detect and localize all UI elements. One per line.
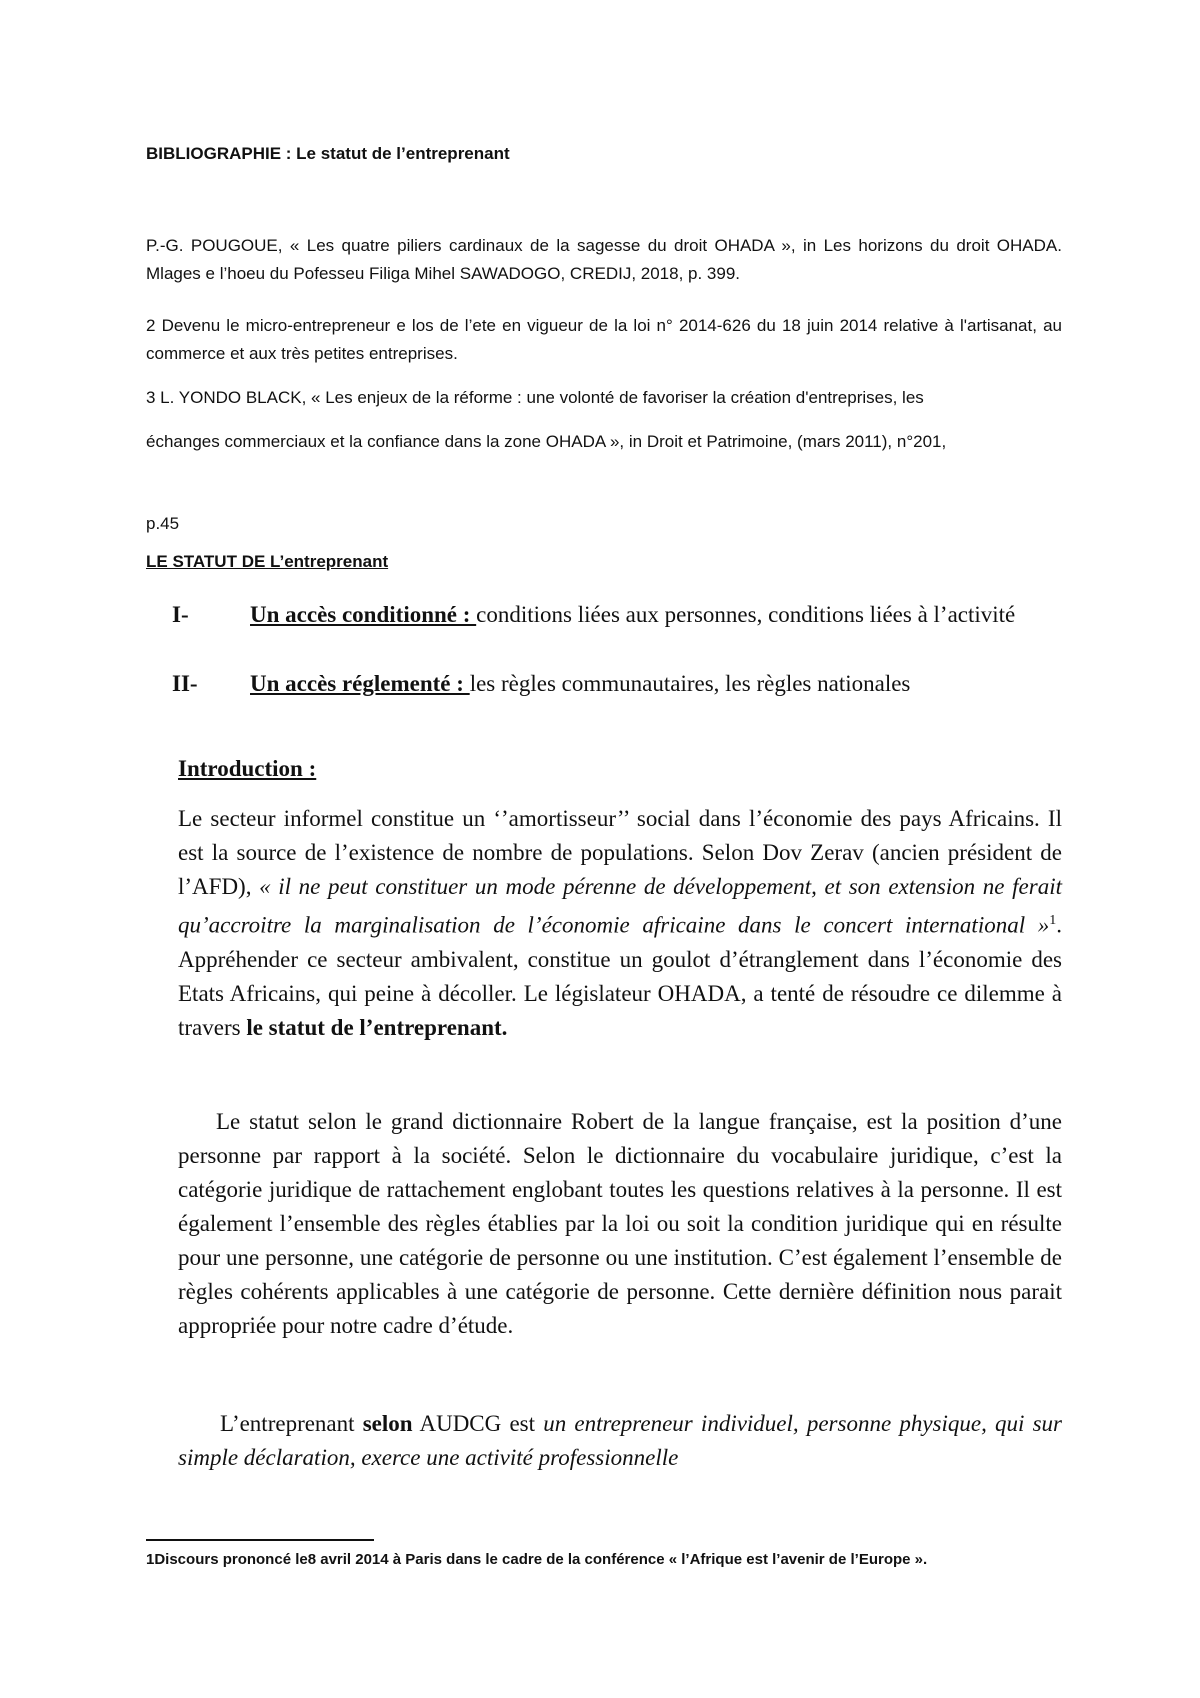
bibliography-entry-3-line-2: échanges commerciaux et la confiance dans la zone OHADA », in Droit et Patrimoine, (mars 2011), n°201,: [146, 432, 947, 451]
footnote-separator: [146, 1539, 374, 1541]
para1-start: Le secteur informel constitue un ‘’amortisseur’’ social dans l’économie des pays Africains. Il est la source de l’existence de nombre de populations. Selon Dov Zerav (ancien président de l’AFD),: [178, 806, 1062, 899]
bibliography-entry-3-line-1: 3 L. YONDO BLACK, « Les enjeux de la réforme : une volonté de favoriser la création d'entreprises, les: [146, 388, 924, 407]
bibliography-entry-2: 2 Devenu le micro-entrepreneur e los de l’ete en vigueur de la loi n° 2014-626 du 18 juin 2014 relative à l'artisanat, au commerce et aux très petites entreprises.: [146, 316, 1062, 363]
introduction-paragraph-2: Le statut selon le grand dictionnaire Robert de la langue française, est la position d’une personne par rapport à la société. Selon le dictionnaire du vocabulaire juridique, c’est la catégorie juridique de rattachement englobant toutes les questions relatives à la personne. Il est également l’ensemble des règles établies par la loi ou soit la condition juridique qui en résulte pour une personne, une catégorie de personne ou une institution. C’est également l’ensemble de règles cohérents applicables à une catégorie de personne. Cette dernière définition nous parait appropriée pour notre cadre d’étude.: [178, 1109, 1062, 1338]
plan-item-1-heading: Un accès conditionné :: [250, 602, 477, 627]
introduction-paragraph-3: [178, 1407, 1062, 1475]
section-title: LE STATUT DE L’entreprenant: [146, 552, 389, 571]
para1-quote: « il ne peut constituer un mode pérenne de développement, et son extension ne ferait qu’accroitre la marginalisation de l’économie africaine dans le concert international »: [178, 874, 1062, 938]
introduction-paragraph-1: [178, 802, 1062, 1045]
bibliography-entry-1: P.-G. POUGOUE, « Les quatre piliers cardinaux de la sagesse du droit OHADA », in Les horizons du droit OHADA. Mlages e l’hoeu du Pofesseu Filiga Mihel SAWADOGO, CREDIJ, 2018, p. 399.: [146, 236, 1062, 283]
plan-item-2-body: les règles communautaires, les règles nationales: [469, 671, 911, 696]
plan-item-1-text: [250, 598, 1062, 632]
introduction-title: Introduction :: [178, 756, 317, 781]
plan-item-2-number: II-: [172, 671, 198, 696]
para1-mid: . Appréhender ce secteur ambivalent, constitue un goulot d’étranglement dans l’économie des Etats Africains, qui peine à décoller. Le législateur OHADA, a tenté de résoudre ce dilemme à travers: [178, 912, 1062, 1040]
plan-item-2-heading: Un accès réglementé :: [250, 671, 470, 696]
footnote-ref: 1: [1049, 913, 1057, 928]
footnote-text: 1Discours prononcé le8 avril 2014 à Paris dans le cadre de la conférence « l’Afrique est l’avenir de l’Europe ».: [146, 1551, 928, 1568]
plan-item-1-number: I-: [172, 602, 189, 627]
para3-start: L’entreprenant: [220, 1411, 363, 1436]
plan-item-1-body: conditions liées aux personnes, conditions liées à l’activité: [476, 602, 1016, 627]
para3-bold: selon: [362, 1411, 413, 1436]
bibliography-title: BIBLIOGRAPHIE : Le statut de l’entreprenant: [146, 144, 510, 163]
plan-item-2-text: [250, 667, 1062, 701]
bibliography-entry-3-page: p.45: [146, 514, 180, 533]
para3-mid: AUDCG est: [412, 1411, 544, 1436]
para3-italic: un entrepreneur individuel, personne physique, qui sur simple déclaration, exerce une activité professionnelle: [178, 1411, 1063, 1470]
para1-bold: le statut de l’entreprenant.: [246, 1014, 508, 1040]
